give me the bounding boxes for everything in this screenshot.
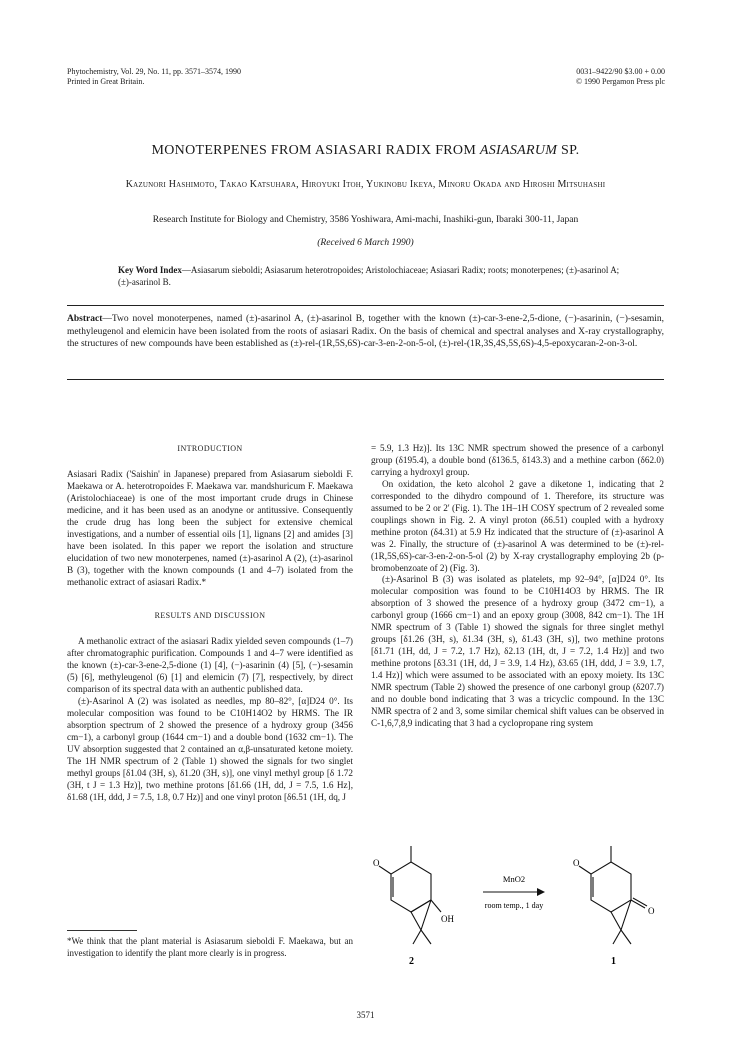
left-column <box>67 443 353 804</box>
footnote-rule <box>67 930 137 931</box>
paper-title <box>0 143 731 159</box>
printed-location: Printed in Great Britain. <box>67 77 145 86</box>
carbonyl-o-left: O <box>373 858 380 868</box>
hydroxyl-label: OH <box>441 914 454 924</box>
right-paragraph-1: = 5.9, 1.3 Hz)]. Its 13C NMR spectrum showed the presence of a carbonyl group (δ195.4), a double bond (δ136.5, δ143.3) and a methine carbon (δ62.0) carrying a hydroxyl group. <box>371 443 664 477</box>
journal-header-right <box>576 67 665 87</box>
journal-code: 0031–9422/90 $3.00 + 0.00 <box>576 67 665 76</box>
keyword-label: Key Word Index <box>118 265 182 275</box>
author-list: Kazunori Hashimoto, Takao Katsuhara, Hiroyuki Itoh, Yukinobu Ikeya, Minoru Okada and Hiroshi Mitsuhashi <box>125 179 606 190</box>
received-date: (Received 6 March 1990) <box>317 238 414 248</box>
copyright: © 1990 Pergamon Press plc <box>575 77 665 86</box>
reagent-label: MnO2 <box>502 874 526 884</box>
right-column <box>371 443 664 730</box>
abstract-label: Abstract <box>67 314 103 324</box>
abstract-top-rule <box>67 305 664 306</box>
section-heading-results: RESULTS AND DISCUSSION <box>154 611 266 621</box>
carbonyl-o-right: O <box>648 906 655 916</box>
reaction-arrow <box>483 888 545 896</box>
compound-1-number: 1 <box>611 956 616 967</box>
affiliation: Research Institute for Biology and Chemistry, 3586 Yoshiwara, Ami-machi, Inashiki-gun, Ibaraki 300-11, Japan <box>152 215 579 225</box>
results-paragraph-2: (±)-Asarinol A (2) was isolated as needles, mp 80–82°, [α]D24 0°. Its molecular composition was found to be C10H14O2 by HRMS. The IR absorption spectrum of 2 showed the presence of a hydroxy group (3456 cm−1), a carbonyl group (1644 cm−1) and a double bond (1632 cm−1). The UV absorption suggested that 2 contained an α,β-unsaturated ketone moiety. The 1H NMR spectrum of 2 (Table 1) showed the signals for two singlet methyl groups [δ1.04 (3H, s), δ1.20 (3H, s)], one vinyl methyl group [δ 1.72 (3H, t J = 1.3 Hz)], two methine protons [δ1.66 (1H, dd, J = 7.5, 1.6 Hz], δ1.68 (1H, ddd, J = 7.5, 1.8, 0.7 Hz)] and one vinyl proton [δ6.51 (1H, dq, J <box>67 696 353 802</box>
results-paragraph-1: A methanolic extract of the asiasari Radix yielded seven compounds (1–7) after chromatographic purification. Compounds 1 and 4–7 were identified as the known (±)-car-3-ene-2,5-dione (1) [4], (−)-asarinin (4) [5], (−)-sesamin (5) [6], methyleugenol (6) [1] and elemicin (7) [7], respectively, by direct comparison of its spectral data with an authentic published data. <box>67 636 353 695</box>
footnote: *We think that the plant material is Asiasarum sieboldi F. Maekawa, but an investigation to identify the plant more clearly is in progress. <box>67 936 353 958</box>
abstract-bottom-rule <box>67 379 664 380</box>
title-italic: ASIASARUM <box>479 143 558 158</box>
page-number: 3571 <box>356 1010 375 1020</box>
reaction-scheme <box>371 820 664 970</box>
title-part1: MONOTERPENES FROM ASIASARI RADIX FROM <box>151 143 480 158</box>
carbonyl-o-top: O <box>573 858 580 868</box>
abstract <box>67 313 664 351</box>
right-paragraph-2: On oxidation, the keto alcohol 2 gave a diketone 1, indicating that 2 corresponded to the dihydro compound of 1. Therefore, its structure was assumed to be 2 or 2' (Fig. 1). The 1H–1H COSY spectrum of 2 revealed some couplings shown in Fig. 2. A vinyl proton (δ6.51) coupled with a hydroxy methine proton (δ4.31) at 5.9 Hz indicated that the structure of (±)-asarinol A was 2. Finally, the structure of (±)-asarinol A was determined to be (±)-rel-(1R,5S,6S)-car-3-en-2-on-5-ol (2) by X-ray crystallography employing 2b (p-bromobenzoate of 2) (Fig. 3). <box>371 478 664 573</box>
journal-citation: Phytochemistry, Vol. 29, No. 11, pp. 3571–3574, 1990 <box>67 67 242 76</box>
journal-header-left <box>67 67 241 87</box>
keyword-index <box>118 264 623 288</box>
title-part2: SP. <box>557 143 580 158</box>
abstract-text: —Two novel monoterpenes, named (±)-asarinol A, (±)-asarinol B, together with the known (±)-car-3-ene-2,5-dione, (−)-asarinin, (−)-sesamin, methyleugenol and elemicin have been isolated from the roots of asiasari Radix. On the basis of chemical and spectral analyses and X-ray crystallography, the structures of new compounds have been established as (±)-rel-(1R,5S,6S)-car-3-en-2-on-5-ol, (±)-rel-(1R,3S,4S,5S,6S)-4,5-epoxycaran-2-on-3-ol. <box>67 314 664 350</box>
keyword-text: —Asiasarum sieboldi; Asiasarum heterotropoides; Aristolochiaceae; Asiasari Radix; roots; monoterpenes; (±)-asarinol A; (±)-asarinol B. <box>118 265 620 287</box>
section-heading-introduction: INTRODUCTION <box>177 444 243 453</box>
conditions-label: room temp., 1 day <box>484 901 544 910</box>
structure-compound-2 <box>379 846 441 944</box>
introduction-paragraph: Asiasari Radix ('Saishin' in Japanese) prepared from Asiasarum sieboldi F. Maekawa or A. heterotropoides F. Maekawa var. mandshuricum F. Maekawa (Aristolochiaceae) is one of the most important crude drugs in Chinese medicine, and it has been used as an anodyne or antitussive. Consequently the crude drug has long been the subject for extensive chemical investigations, and a number of essential oils [1], lignans [2] and amides [3] have been isolated. In this paper we report the isolation and structure elucidation of two new monoterpenes, named (±)-asarinol A (2), (±)-asarinol B (3), together with the known compounds (1 and 4–7) isolated from the methanolic extract of asiasari Radix.* <box>67 468 353 587</box>
compound-2-number: 2 <box>409 956 414 967</box>
structure-compound-1 <box>579 846 647 944</box>
right-paragraph-3: (±)-Asarinol B (3) was isolated as platelets, mp 92–94°, [α]D24 0°. Its molecular composition was found to be C10H14O3 by HRMS. The IR absorption of 3 showed the presence of a hydroxy group (3472 cm−1), a carbonyl group (1666 cm−1) and an epoxy group (3008, 842 cm−1). The 1H NMR spectrum of 3 (Table 1) showed the signals for three singlet methyl groups [δ1.26 (3H, s), δ1.34 (3H, s), δ1.43 (3H, s)], two methine protons [δ1.71 (1H, dd, J = 7.2, 1.7 Hz), δ2.13 (1H, dt, J = 7.2, 1.4 Hz)] and two methine protons [δ3.31 (1H, dd, J = 3.9, 1.4 Hz), δ3.65 (1H, ddd, J = 3.9, 1.7, 1.4 Hz)] which were assumed to be associated with an epoxy moiety. Its 13C NMR spectrum (Table 2) showed the presence of one carbonyl group (δ207.7) and no double bond indicating that 3 was a tricyclic compound. In the 13C NMR spectra of 2 and 3, some similar chemical shift values can be observed in C-1,6,7,8,9 indicating that 3 had a cyclopropane ring system <box>371 574 664 728</box>
